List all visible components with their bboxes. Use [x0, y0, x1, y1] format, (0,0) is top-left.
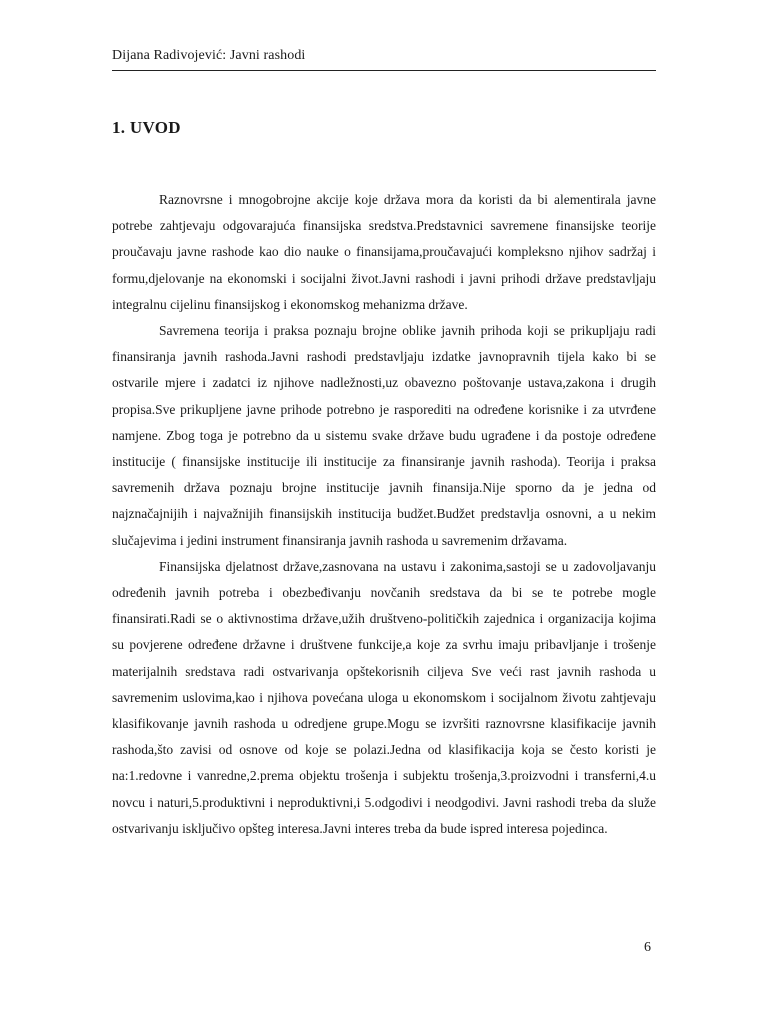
paragraph-2: Savremena teorija i praksa poznaju brojne oblike javnih prihoda koji se prikupljaju radi finansiranja javnih rashoda.Javni rashodi predstavljaju izdatke javnopravnih tijela kako bi se ostvarile mjere i zadatci iz njihove nadležnosti,uz obavezno poštovanje ustava,zakona i drugih propisa.Sve prikupljene javne prihode potrebno je rasporediti na određene korisnike i za utvrđene namjene. Zbog toga je potrebno da u sistemu svake države budu ugrađene i da postoje određene institucije ( finansijske institucije ili institucije za finansiranje javnih rashoda). Teorija i praksa savremenih država poznaju brojne institucije javnih finansija.Nije sporno da je jedna od najznačajnijih i najvažnijih finansijskih institucija budžet.Budžet predstavlja osnovni, a u nekim slučajevima i jedini instrument finansiranja javnih rashoda u savremenim državama. [112, 323, 656, 548]
section-title: 1. UVOD [112, 118, 181, 137]
paragraph-1: Raznovrsne i mnogobrojne akcije koje država mora da koristi da bi alementirala javne potrebe zahtjevaju odgovarajuća finansijska sredstva.Predstavnici savremene finansijske teorije proučavaju javne rashode kao dio nauke o finansijama,proučavajući kompleksno njihov sadržaj i formu,djelovanje na ekonomski i socijalni život.Javni rashodi i javni prihodi države predstavljaju integralnu cijelinu finansijskog i ekonomskog mehanizma države. [112, 192, 656, 312]
header-text: Dijana Radivojević: Javni rashodi [112, 48, 306, 63]
paragraph-3: Finansijska djelatnost države,zasnovana na ustavu i zakonima,sastoji se u zadovoljavanju određenih javnih potreba i obezbeđivanju novčanih sredstava da bi se te potrebe mogle finansirati.Radi se o aktivnostima države,užih društveno-političkih zajednica i organizacija kojima su povjerene određene državne i društvene funkcije,a koje za svrhu imaju pribavljanje i trošenje materijalnih sredstava radi ostvarivanja opštekorisnih ciljeva Sve veći rast javnih rashoda u savremenim uslovima,kao i njihova povećana uloga u ekonomskom i socijalnom životu zahtjevaju klasifikovanje javnih rashoda u odredjene grupe.Mogu se izvršiti raznovrsne klasifikacije javnih rashoda,što zavisi od osnove od koje se polazi.Jedna od klasifikacija koja se često koristi je na:1.redovne i vanredne,2.prema objektu trošenja i subjektu trošenja,3.proizvodni i transferni,4.u novcu i naturi,5.produktivni i neproduktivni,i 5.odgodivi i neodgodivi. Javni rashodi treba da služe ostvarivanju isključivo opšteg interesa.Javni interes treba da bude ispred interesa pojedinca. [112, 558, 656, 836]
page-number: 6 [644, 940, 651, 955]
body-text [112, 187, 656, 842]
page-header [112, 46, 656, 71]
